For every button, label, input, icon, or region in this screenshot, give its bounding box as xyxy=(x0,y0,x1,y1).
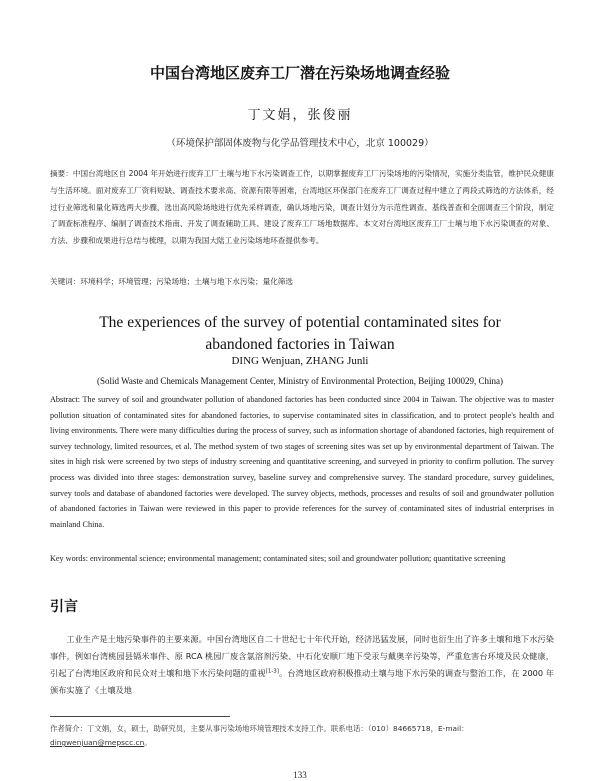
footnote-suffix: 。 xyxy=(144,738,152,747)
keywords-label-chinese: 关键词： xyxy=(50,277,81,286)
keywords-label-english: Key words: xyxy=(50,554,88,563)
keywords-chinese xyxy=(50,276,554,287)
section-heading-introduction: 引言 xyxy=(50,599,78,615)
title-english xyxy=(0,312,600,356)
page-number: 133 xyxy=(293,770,307,780)
abstract-text-chinese: 中国台湾地区自 2004 年开始进行废弃工厂土壤与地下水污染调查工作，以期掌握废弃工厂污染场地的污染情况，实施分类监管，维护民众健康与生活环境。面对废弃工厂资料短缺、调查技术要求高、资源有限等困难，台湾地区环保部门在废弃工厂调查过程中建立了两段式筛选的方法体系，经过行业筛选和量化筛选两大步骤，选出高风险场地进行优先采样调查，确认场地污染，调查计划分为示范性调查、基线普查和全面调查三个阶段，制定了调查标准程序、编制了调查技术指南、开发了调查辅助工具、建设了废弃工厂场地数据库。本文对台湾地区废弃工厂土壤与地下水污染调查的对象、方法、步骤和成果进行总结与梳理，以期为我国大陆工业污染场地环查提供参考。 xyxy=(50,169,555,246)
affiliation-english: (Solid Waste and Chemicals Management Center, Ministry of Environmental Protection, Beijing 100029, China) xyxy=(97,376,503,386)
introduction-text-part-1: 工业生产是土地污染事件的主要来源。中国台湾地区自二十世纪七十年代开始，经济迅猛发展，同时也衍生出了许多土壤和地下水污染事件，例如台湾桃园县镉米事件、原 RCA 桃园厂废含氯溶剂污染、中石化安顺厂地下受汞与戴奥辛污染等，严重危害台环境及民众健康，引起了台湾地区政府和民众对土壤和地下水污染问题的重视 xyxy=(50,634,554,678)
keywords-text-chinese: 环境科学；环境管理；污染场地；土壤与地下水污染；量化筛选 xyxy=(80,277,293,286)
keywords-text-english: environmental science; environmental management; contaminated sites; soil and groundwater pollution; quantitative screening xyxy=(90,554,506,563)
abstract-label-english: Abstract: xyxy=(50,395,81,404)
footnote-divider xyxy=(50,716,230,717)
footnote-text: 作者简介：丁文娟，女，硕士，助研究员，主要从事污染场地环境管理技术支持工作。联系电话：（010）84665718，E-mail： xyxy=(50,724,469,733)
affiliation-chinese: （环境保护部固体废物与化学品管理技术中心，北京 100029） xyxy=(166,138,434,149)
authors-chinese: 丁文娟，张俊丽 xyxy=(247,108,353,123)
abstract-text-english: The survey of soil and groundwater pollution of abandoned factories has been conducted since 2004 in Taiwan. The objective was to master pollution situation of contaminated sites for abandoned factories, to supervise contaminated sites in classification, and to protect people's health and living environments. There were many difficulties during the process of survey, such as information shortage of abandoned factories, high requirement of survey technology, limited resources, et al. The method system of two stages of screening sites was set up by environmental department of Taiwan. The sites in high risk were screened by two steps of industry screening and quantitative screening, and surveyed in priority to confirm pollution. The survey process was divided into three stages: demonstration survey, baseline survey and comprehensive survey. The standard procedure, survey guidelines, survey tools and database of abandoned factories were developed. The survey objects, methods, processes and results of soil and groundwater pollution of abandoned factories in Taiwan were reviewed in this paper to provide references for the survey of contaminated sites of industrial enterprises in mainland China. xyxy=(50,395,554,529)
author-footnote xyxy=(50,722,560,750)
introduction-text-part-2: 。台湾地区政府积极推动土壤与地下水污染的调查与整治工作，在 2000 年颁布实施了《土壤及地 xyxy=(50,668,554,695)
title-english-line-2: abandoned factories in Taiwan xyxy=(205,336,395,353)
abstract-label-chinese: 摘要： xyxy=(50,169,73,178)
author-email-link[interactable]: dingwenjuan@mepscc.cn xyxy=(50,738,145,747)
introduction-paragraph xyxy=(50,631,554,699)
title-english-line-1: The experiences of the survey of potential contaminated sites for xyxy=(99,314,501,331)
keywords-english xyxy=(50,552,530,566)
title-chinese: 中国台湾地区废弃工厂潜在污染场地调查经验 xyxy=(149,64,450,82)
abstract-chinese xyxy=(50,166,554,250)
citation-reference: [1-3] xyxy=(265,668,279,675)
authors-english: DING Wenjuan, ZHANG Junli xyxy=(231,355,369,367)
abstract-english xyxy=(50,392,554,532)
